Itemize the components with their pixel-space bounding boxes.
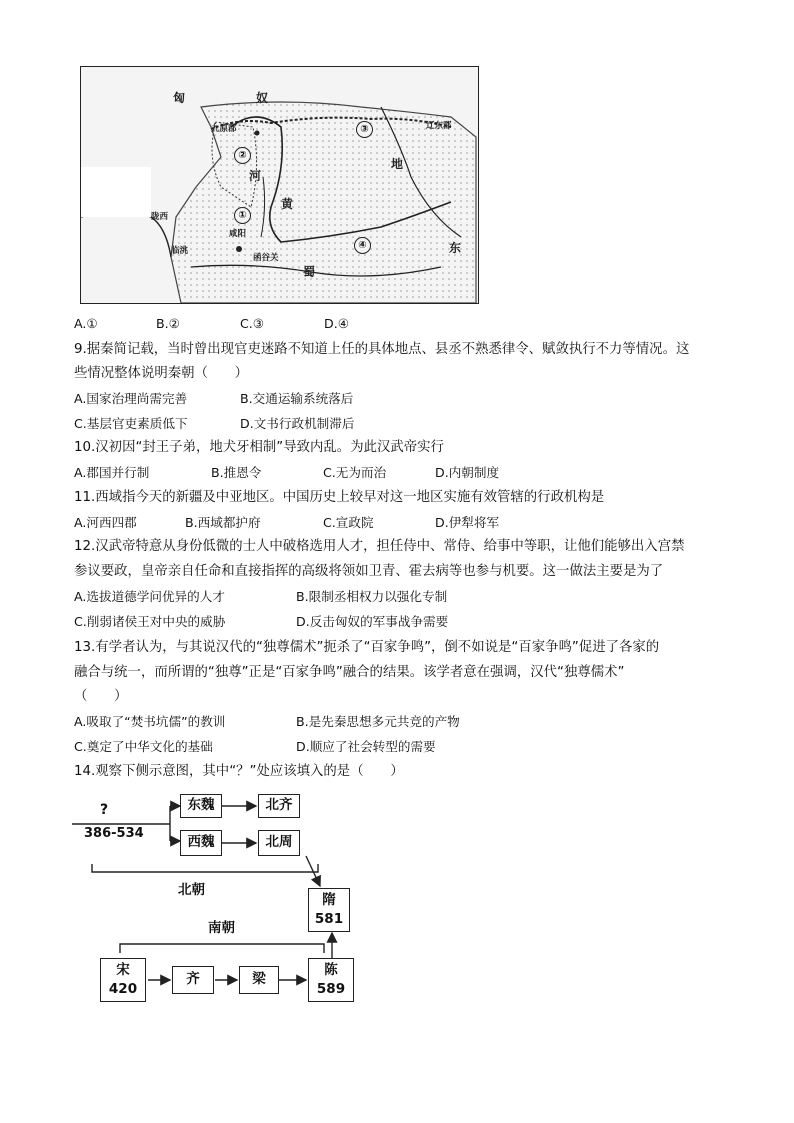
q12-stem-line2: 参议要政，皇帝亲自任命和直接指挥的高级将领如卫青、霍去病等也参与机要。这一做法主要是为了: [74, 564, 664, 579]
q13-option-b: B.是先秦思想多元共竞的产物: [296, 714, 460, 729]
q8-option-b: B.②: [156, 316, 180, 331]
q9-option-a: A.国家治理尚需完善: [74, 391, 188, 406]
map-label-hangu: 函谷关: [253, 253, 279, 263]
sui-year: 581: [314, 911, 344, 927]
label-beichao: 北朝: [178, 882, 205, 898]
map-label-nu: 奴: [256, 91, 269, 105]
map-label-river: 河: [249, 169, 262, 183]
xianyang-point: [236, 246, 242, 252]
q8-option-a: A.①: [74, 316, 98, 331]
dynasty-diagram: [70, 786, 370, 1008]
map-label-shu: 蜀: [303, 265, 316, 279]
q10-option-b: B.推恩令: [211, 465, 262, 480]
map-marker-4: ④: [354, 237, 371, 254]
q11-option-d: D.伊犁将军: [435, 515, 500, 530]
q13-option-c: C.奠定了中华文化的基础: [74, 739, 213, 754]
q11-stem: 11.西域指今天的新疆及中亚地区。中国历史上较早对这一地区实施有效管辖的行政机构是: [74, 490, 605, 505]
q12-option-a: A.选拔道德学问优异的人才: [74, 589, 225, 604]
map-marker-2: ②: [234, 147, 251, 164]
q12-stem-line1: 12.汉武帝特意从身份低微的士人中破格选用人才，担任侍中、常侍、给事中等职，让他们能够出入宫禁: [74, 539, 685, 554]
q8-option-c: C.③: [240, 316, 265, 331]
west-edge: [81, 167, 151, 217]
box-dongwei: 东魏: [180, 794, 222, 818]
q13-stem-line1: 13.有学者认为，与其说汉代的“独尊儒术”扼杀了“百家争鸣”，倒不如说是“百家争鸣”促进了各家的: [74, 640, 660, 655]
map-label-land: 地: [391, 157, 404, 171]
qin-territory-map: [80, 66, 479, 304]
q9-stem-line1: 9.据秦简记载，当时曾出现官吏迷路不知道上任的具体地点、县丞不熟悉律令、赋敛执行不力等情况。这: [74, 342, 690, 357]
q8-option-d: D.④: [324, 316, 349, 331]
box-chen: [308, 958, 354, 1002]
map-label-jiuyuan: 九原郡: [211, 124, 237, 134]
q12-option-c: C.削弱诸侯王对中央的威胁: [74, 614, 226, 629]
label-nanchao: 南朝: [208, 920, 235, 936]
q9-option-d: D.文书行政机制滞后: [240, 416, 355, 431]
map-label-liaodong: 辽东郡: [426, 121, 452, 131]
q13-stem-line3: （ ）: [74, 689, 128, 704]
q11-option-c: C.宣政院: [323, 515, 374, 530]
q11-option-b: B.西域都护府: [185, 515, 261, 530]
q9-option-c: C.基层官吏素质低下: [74, 416, 188, 431]
sui-name: 隋: [322, 892, 336, 908]
q10-option-a: A.郡国并行制: [74, 465, 150, 480]
q9-stem-line2: 些情况整体说明秦朝（ ）: [74, 366, 249, 381]
q9-option-b: B.交通运输系统落后: [240, 391, 354, 406]
q13-option-d: D.顺应了社会转型的需要: [296, 739, 436, 754]
q12-option-b: B.限制丞相权力以强化专制: [296, 589, 448, 604]
map-marker-1: ①: [234, 207, 251, 224]
box-beiqi: 北齐: [258, 794, 300, 818]
box-beizhou: 北周: [258, 830, 300, 856]
unknown-dynasty-years: 386-534: [84, 826, 144, 841]
box-qi: 齐: [172, 966, 214, 994]
map-label-lintao: 临洮: [171, 246, 189, 256]
box-sui: [308, 888, 350, 932]
q10-stem: 10.汉初因“封王子弟，地犬牙相制”导致内乱。为此汉武帝实行: [74, 440, 444, 455]
map-label-xiong: 匈: [173, 91, 186, 105]
chen-year: 589: [316, 981, 346, 997]
song-name: 宋: [116, 962, 130, 978]
q10-option-d: D.内朝制度: [435, 465, 500, 480]
unknown-dynasty-mark: ?: [100, 802, 109, 818]
box-liang: 梁: [239, 966, 279, 994]
q10-option-c: C.无为而治: [323, 465, 387, 480]
box-song: [100, 958, 146, 1002]
map-label-longxi: 陇西: [151, 212, 169, 222]
q12-option-d: D.反击匈奴的军事战争需要: [296, 614, 449, 629]
jiuyuan-point: [255, 131, 260, 136]
map-label-xianyang: 咸阳: [229, 229, 247, 239]
song-year: 420: [108, 981, 138, 997]
q11-option-a: A.河西四郡: [74, 515, 137, 530]
map-label-huang: 黄: [281, 197, 294, 211]
q13-option-a: A.吸取了“焚书坑儒”的教训: [74, 714, 226, 729]
q14-stem: 14.观察下侧示意图，其中“？”处应该填入的是（ ）: [74, 764, 404, 779]
map-label-sea: 东: [449, 241, 462, 255]
map-drawing: [81, 67, 478, 303]
box-xiwei: 西魏: [180, 830, 222, 856]
map-marker-3: ③: [356, 121, 373, 138]
chen-name: 陈: [324, 962, 338, 978]
q13-stem-line2: 融合与统一，而所谓的“独尊”正是“百家争鸣”融合的结果。该学者意在强调，汉代“独尊儒术”: [74, 665, 625, 680]
